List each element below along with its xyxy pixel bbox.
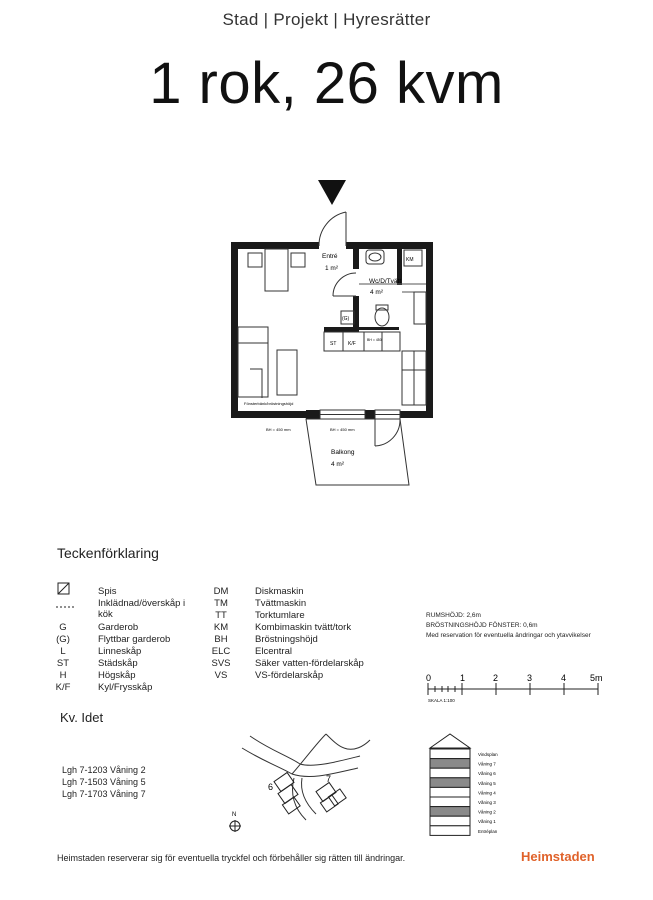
cabinet-dash-icon: [55, 605, 75, 609]
stove-icon: [57, 582, 71, 596]
floor-level: [430, 759, 470, 769]
north-arrow-icon: [229, 812, 241, 832]
window-note: Fönsterbänk/bröstningshöjd: [244, 401, 294, 406]
brand-logo: Heimstaden: [521, 849, 595, 864]
scale-tick-label: 2: [493, 673, 499, 683]
kitchen-counter: [324, 332, 426, 405]
room-name-entre: Entré: [322, 253, 338, 260]
scale-tick-label: 1: [460, 673, 466, 683]
floor-level: [430, 797, 470, 807]
floor-label: Våning 5: [478, 780, 496, 786]
room-name-bath: Wc/D/Tvätt: [369, 278, 402, 285]
bh-small-label: BH = 450: [367, 338, 382, 342]
floor-level: [430, 807, 470, 817]
g-label: (G): [342, 316, 350, 322]
header-breadcrumb: Stad | Projekt | Hyresrätter: [222, 10, 431, 29]
km-label: KM: [406, 257, 414, 263]
building-label: 6: [268, 782, 274, 792]
floor-label: Våning 2: [478, 809, 496, 815]
page-title: 1 rok, 26 kvm: [149, 51, 504, 116]
bathroom-door: [333, 273, 356, 296]
floor-level: [430, 816, 470, 826]
dining-table: [248, 249, 305, 291]
roof-icon: [430, 734, 470, 748]
site-roads: [242, 734, 370, 820]
floor-label: Våning 7: [478, 761, 496, 767]
st-label: ST: [330, 341, 337, 347]
apartment-item: Lgh 7-1503 Våning 5: [62, 777, 146, 787]
bed: [238, 327, 297, 398]
site-plan-map: [220, 728, 390, 838]
floor-label: Entréplan: [478, 828, 498, 834]
kf-label: K/F: [348, 341, 356, 347]
room-area-balcony: 4 m²: [331, 461, 344, 468]
interior-walls: [324, 249, 402, 332]
scale-bar: [420, 670, 610, 710]
floor-label: Våning 4: [478, 790, 496, 796]
floor-label: Våning 6: [478, 771, 496, 777]
floor-labels: [478, 752, 498, 834]
bh-left-label: BH = 450 mm: [266, 427, 291, 432]
entrance-arrow-icon: [318, 180, 346, 205]
room-name-balcony: Balkong: [331, 449, 355, 456]
scale-tick-label: 0: [426, 673, 432, 683]
floor-levels: [430, 749, 470, 835]
building-label: 7: [326, 774, 332, 784]
floor-level: [430, 778, 470, 788]
footer-note: Heimstaden reserverar sig för eventuella tryckfel och förbehåller sig rätten till ändringar.: [57, 853, 406, 863]
apartment-item: Lgh 7-1203 Våning 2: [62, 765, 146, 775]
balcony: [306, 419, 409, 485]
floor-label: Vindsplan: [478, 752, 498, 757]
heights-note: RUMSHÖJD: 2,6m BRÖSTNINGSHÖJD FÖNSTER: 0,6m Med reservation för eventuella ändringar och ytavvikelser: [426, 612, 591, 639]
floor-level: [430, 768, 470, 778]
floor-level: [430, 826, 470, 836]
scale-tick-label: 5m: [590, 673, 603, 683]
floor-level: [430, 749, 470, 759]
floor-stack: [420, 730, 540, 840]
scale-tick-label: 4: [561, 673, 567, 683]
room-area-entre: 1 m²: [325, 265, 338, 272]
floor-level: [430, 787, 470, 797]
apartment-item: Lgh 7-1703 Våning 7: [62, 789, 146, 799]
windows: [320, 410, 400, 419]
svg-text:N: N: [232, 812, 237, 818]
room-area-bath: 4 m²: [370, 289, 383, 296]
scale-label: SKALA 1:100: [428, 698, 455, 703]
floor-label: Våning 1: [478, 819, 496, 825]
scale-tick-label: 3: [527, 673, 533, 683]
floor-label: Våning 3: [478, 800, 496, 805]
site-title: Kv. Idet: [60, 710, 104, 725]
bh-right-label: BH = 450 mm: [330, 427, 355, 432]
legend-title: Teckenförklaring: [57, 545, 159, 561]
entry-door: [319, 212, 346, 246]
